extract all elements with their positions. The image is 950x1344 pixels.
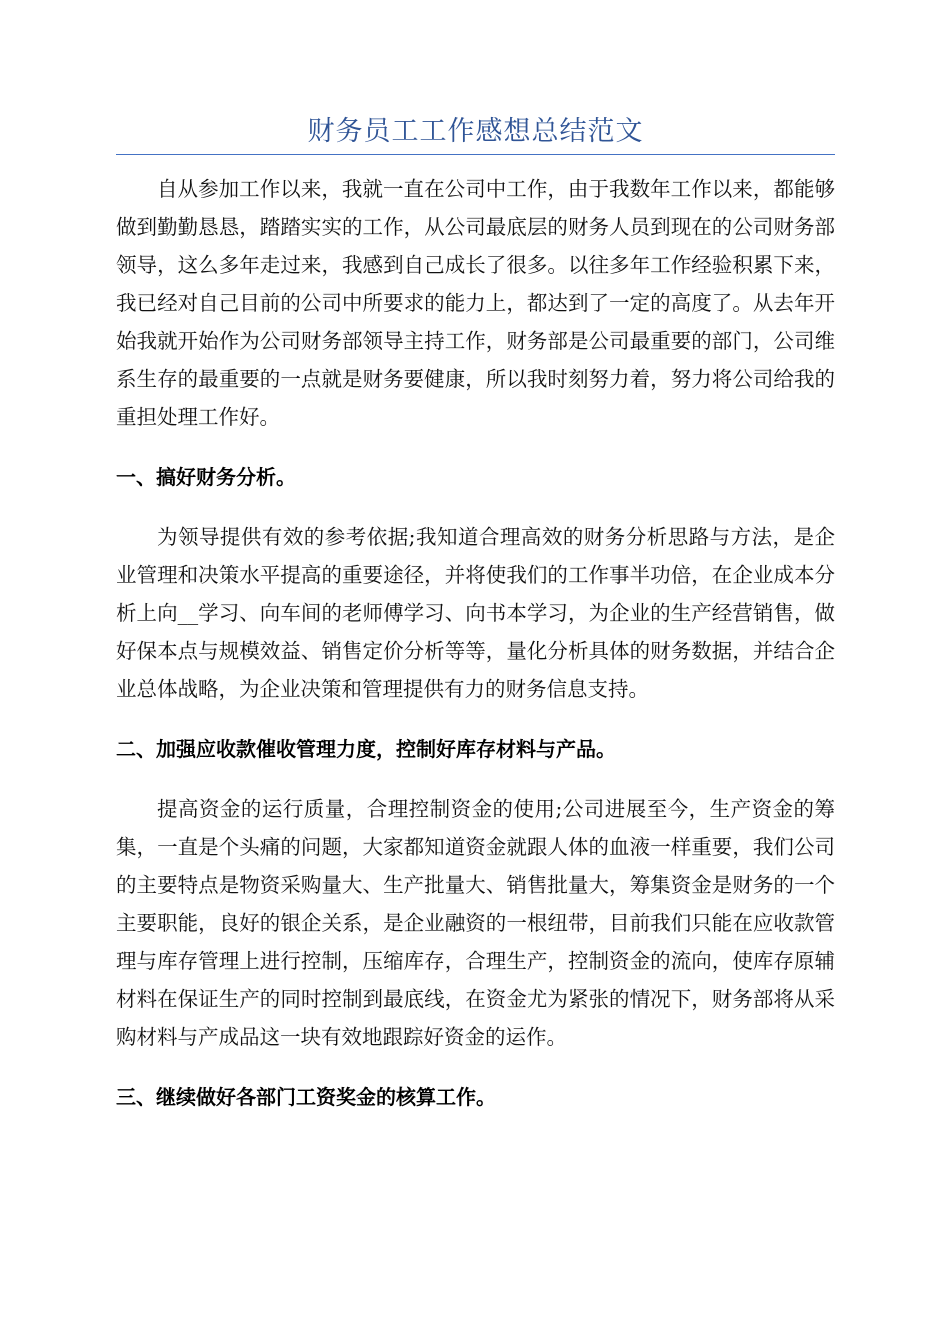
document-title: 财务员工工作感想总结范文 bbox=[307, 116, 644, 147]
title-underline bbox=[116, 154, 835, 155]
document-body bbox=[116, 170, 835, 1138]
section-heading-1: 一、搞好财务分析。 bbox=[116, 465, 296, 489]
section-heading-3: 三、继续做好各部门工资奖金的核算工作。 bbox=[116, 1085, 496, 1109]
intro-paragraph: 自从参加工作以来，我就一直在公司中工作，由于我数年工作以来，都能够做到勤勤恳恳，踏踏实实的工作，从公司最底层的财务人员到现在的公司财务部领导，这么多年走过来，我感到自己成长了很多。以往多年工作经验积累下来，我已经对自己目前的公司中所要求的能力上，都达到了一定的高度了。从去年开始我就开始作为公司财务部领导主持工作，财务部是公司最重要的部门，公司维系生存的最重要的一点就是财务要健康，所以我时刻努力着，努力将公司给我的重担处理工作好。 bbox=[116, 177, 835, 429]
section-heading-2: 二、加强应收款催收管理力度，控制好库存材料与产品。 bbox=[116, 737, 616, 761]
section-1-paragraph: 为领导提供有效的参考依据;我知道合理高效的财务分析思路与方法，是企业管理和决策水平提高的重要途径，并将使我们的工作事半功倍，在企业成本分析上向__学习、向车间的老师傅学习、向书本学习，为企业的生产经营销售，做好保本点与规模效益、销售定价分析等等，量化分析具体的财务数据，并结合企业总体战略，为企业决策和管理提供有力的财务信息支持。 bbox=[116, 525, 835, 701]
section-2-paragraph: 提高资金的运行质量，合理控制资金的使用;公司进展至今，生产资金的筹集，一直是个头痛的问题，大家都知道资金就跟人体的血液一样重要，我们公司的主要特点是物资采购量大、生产批量大、销售批量大，筹集资金是财务的一个主要职能，良好的银企关系，是企业融资的一根纽带，目前我们只能在应收款管理与库存管理上进行控制，压缩库存，合理生产，控制资金的流向，使库存原辅材料在保证生产的同时控制到最底线，在资金尤为紧张的情况下，财务部将从采购材料与产成品这一块有效地跟踪好资金的运作。 bbox=[116, 797, 835, 1049]
